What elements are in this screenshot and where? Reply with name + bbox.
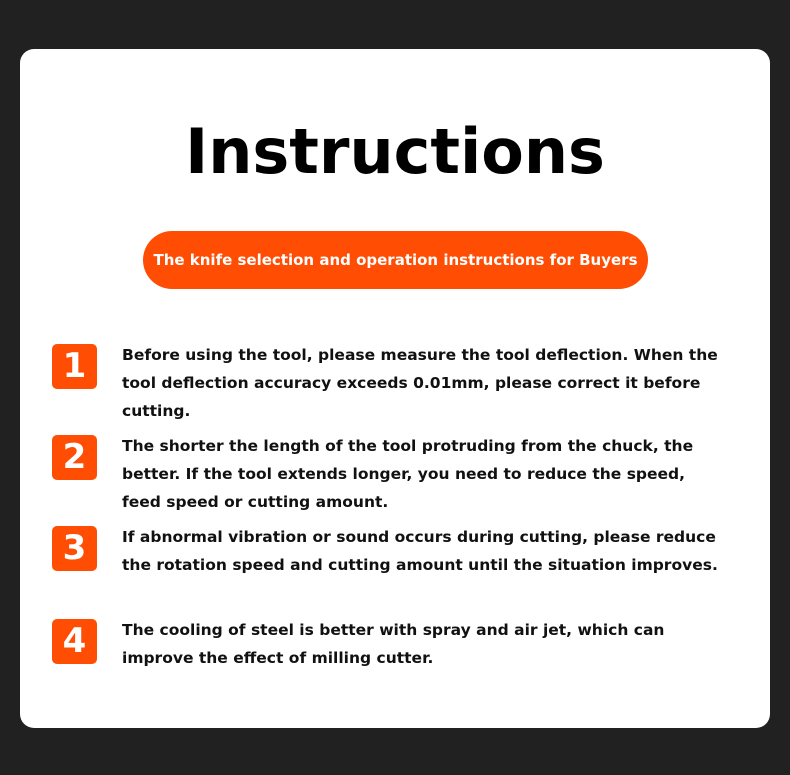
step-text: Before using the tool, please measure the tool deflection. When the tool deflection accuracy exceeds 0.01mm, please correct it before cutting. bbox=[122, 346, 718, 420]
step-text: The shorter the length of the tool protruding from the chuck, the better. If the tool extends longer, you need to reduce the speed, feed speed or cutting amount. bbox=[122, 437, 694, 511]
step-number-badge: 3 bbox=[52, 526, 97, 571]
step-text: The cooling of steel is better with spray and air jet, which can improve the effect of milling cutter. bbox=[122, 621, 665, 667]
step-number-badge: 4 bbox=[52, 619, 97, 664]
step-number-badge: 2 bbox=[52, 435, 97, 480]
page-title: Instructions bbox=[185, 115, 605, 188]
subtitle-banner: The knife selection and operation instructions for Buyers bbox=[143, 231, 648, 289]
step-text: If abnormal vibration or sound occurs during cutting, please reduce the rotation speed and cutting amount until the situation improves. bbox=[122, 528, 718, 574]
step-number-badge: 1 bbox=[52, 344, 97, 389]
